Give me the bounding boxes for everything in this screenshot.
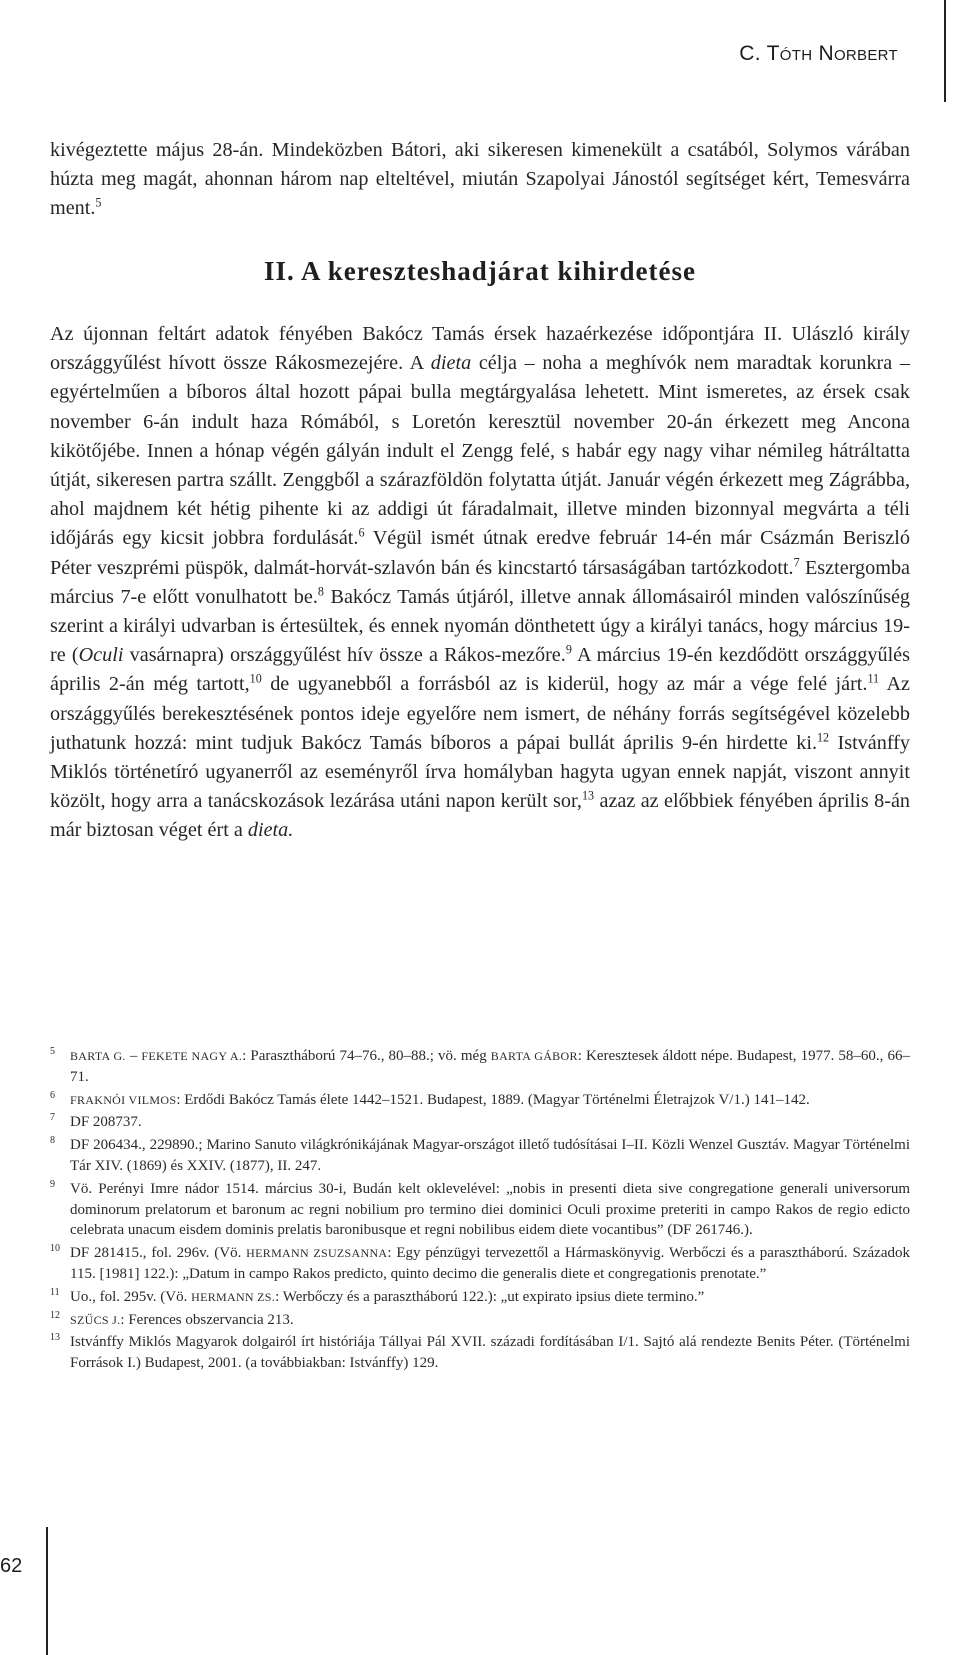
paragraph-intro: kivégeztette május 28-án. Mindeközben Bátori, aki sikeresen kimenekült a csatából, Solymos várában húzta meg magát, ahonnan három nap elteltével, miután Szapolyai Jánostól segítséget kért, Temesvárra ment.$^5$ bbox=[50, 139, 910, 220]
footnote-ref-13[interactable]: 13 bbox=[581, 788, 595, 803]
footnote-9: 9 Vö. Perényi Imre nádor 1514. március 30-i, Budán kelt oklevelével: „nobis in presenti dieta sive congregatione generali universorum dominorum prelatorum et baronum ac regni nobilium pro termino diei dominici Oculi proxime preteriti in campo Rakos de regio edicto celebrata unacum eisdem dominis prelatis baronibusque et regni nobilibus eidem diete vocantibus” (DF 261746.). bbox=[50, 1178, 910, 1239]
footnote-ref-9[interactable]: 9 bbox=[565, 642, 572, 657]
footnote-ref-10[interactable]: 10 bbox=[249, 671, 262, 686]
running-head-author: C. TÓTH NORBERT bbox=[739, 42, 898, 65]
footnote-10: 10 DF 281415., fol. 296v. (Vö. HERMANN ZSUZSANNA: Egy pénzügyi tervezettől a Hármaskönyvig. Werbőczi és a parasztháború. Századok 115. [1981] 122.): „Datum in campo Rakos predicto, quinto decimo die generalis diete et congregationis prenotate.” bbox=[50, 1243, 910, 1282]
footnote-6: 6 FRAKNÓI VILMOS: Erdődi Bakócz Tamás élete 1442–1521. Budapest, 1889. (Magyar Történelmi Életrajzok V/1.) 141–142. bbox=[50, 1089, 810, 1108]
footnote-ref-6[interactable]: 6 bbox=[358, 525, 365, 540]
footnote-8: 8 DF 206434., 229890.; Marino Sanuto világkrónikájának Magyar-országot illető tudósításai I–II. Közli Wenzel Gusztáv. Magyar Történelmi Tár XIV. (1869) és XXIV. (1877), II. 247. bbox=[50, 1135, 910, 1174]
footnote-ref-7[interactable]: 7 bbox=[793, 554, 800, 569]
header-vertical-rule bbox=[944, 0, 946, 102]
paragraph-main: Az újonnan feltárt adatok fényében Bakócz Tamás érsek hazaérkezése időpontjára II. Ulászló király országgyűlést hívott össze Rákosmezejére. A dieta célja – noha a meghívók nem maradtak korunkra – egyértelműen a bíboros által hozott pápai bulla megtárgyalása lehetett. Mint ismeretes, az érsek csak november 6-án indult haza Rómából, s Loretón keresztül november 20-án érkezett meg Ancona kikötőjébe. Innen a hónap végén gályán indult el Zengg felé, s habár egy nagy vihar némileg hátráltatta útját, sikeresen partra szállt. Zenggből a szárazföldön folytatta útját. Január végén érkezett meg Zágrábba, ahol majdnem két hétig pihente ki az addigi út fáradalmait, illetve minden bizonnyal megvárta a téli időjárás egy kicsit jobbra fordulását.$^6$ Végül ismét útnak eredve február 14-én már Csázmán Beriszló Péter veszprémi püspök, dalmát-horvát-szlavón bán és kincstartó társaságában tartózkodott.$^7$ Esztergomba március 7-e előtt vonulhatott be.$^8$ Bakócz Tamás útjáról, illetve annak állomásairól minden valószínűség szerint a királyi udvarban is értesültek, és ennek nyomán dönthetett úgy a királyi tanács, hogy március 19-re (Oculi vasárnapra) országgyűlést hív össze a Rákos-mezőre.$^9$ A március 19-én kezdődött országgyűlés április 2-án még tartott,$^{10}$ de ugyanebből a forrásból az is kiderül, hogy az már a vége felé járt.$^{11}$ Az országgyűlés berekesztésének pontos ideje egyelőre nem ismert, de néhány forrás segítségével közelebb juthatunk hozzá: mint tudjuk Bakócz Tamás bíboros a pápai bullát április 9-én hirdette ki.$^{12}$ Istvánffy Miklós történetíró ugyanerről az eseményről írva homályban hagyta ugyan ennek napját, viszont annyit közölt, hogy arra a tanácskozások lezárása utáni napon került sor,$^{13}$ azaz az előbbiek fényében április 8-án már biztosan véget ért a dieta. bbox=[50, 323, 911, 842]
footnotes bbox=[50, 1046, 910, 1376]
footnote-13: 13 Istvánffy Miklós Magyarok dolgairól írt históriája Tállyai Pál XVII. századi fordításában I/1. Sajtó alá rendezte Benits Péter. (Történelmi Források I.) Budapest, 2001. (a továbbiakban: Istvánffy) 129. bbox=[50, 1332, 910, 1372]
footnote-ref-5[interactable]: 5 bbox=[95, 195, 102, 210]
footnote-ref-8[interactable]: 8 bbox=[317, 584, 324, 599]
footnote-12: 12 SZŰCS J.: Ferences obszervancia 213. bbox=[50, 1309, 294, 1328]
page-number: 62 bbox=[0, 1555, 23, 1577]
footnote-11: 11 Uo., fol. 295v. (Vö. HERMANN ZS.: Werbőczy és a parasztháború 122.): „ut expirato ipsius diete termino.” bbox=[50, 1286, 705, 1305]
footnote-5: 5 BARTA G. – FEKETE NAGY A.: Parasztháború 74–76., 80–88.; vö. még BARTA GÁBOR: Keresztesek áldott népe. Budapest, 1977. 58–60., 66–71. bbox=[50, 1046, 910, 1085]
footer-vertical-rule bbox=[46, 1527, 48, 1655]
footnote-7: 7 DF 208737. bbox=[50, 1112, 142, 1131]
section-heading: II. A kereszteshadjárat kihirdetése bbox=[264, 256, 696, 286]
footnote-ref-12[interactable]: 12 bbox=[817, 730, 830, 745]
footnote-ref-11[interactable]: 11 bbox=[867, 671, 880, 686]
